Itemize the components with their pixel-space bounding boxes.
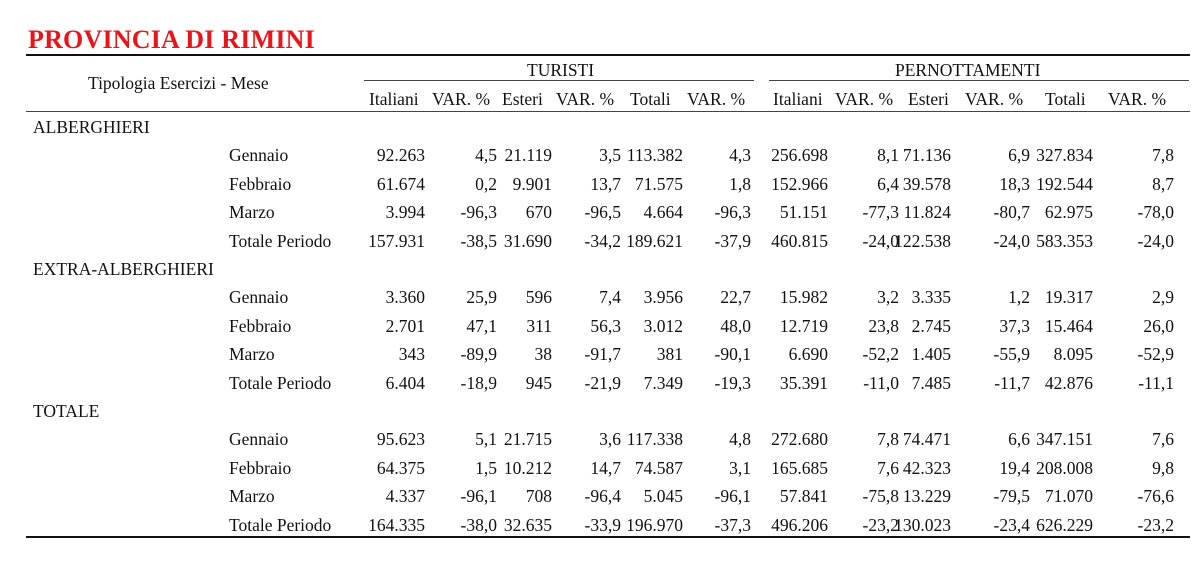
table-cell: 3,6 (599, 429, 621, 449)
column-header: Totali (630, 89, 671, 109)
table-cell: -23,4 (993, 514, 1030, 535)
table-cell: 327.834 (1036, 145, 1093, 165)
pernottamenti-rule (769, 80, 1189, 81)
table-cell: 670 (525, 202, 552, 222)
bottom-rule (26, 536, 1190, 538)
table-cell: 10.212 (503, 457, 552, 478)
table-cell: 6,9 (1008, 145, 1030, 165)
table-cell: 92.263 (376, 145, 425, 165)
table-cell: -96,3 (460, 202, 497, 222)
table-cell: 113.382 (626, 145, 683, 165)
table-cell: 7,6 (1152, 429, 1174, 449)
table-cell: 19,4 (999, 457, 1030, 478)
table-cell: 311 (526, 315, 552, 336)
table-cell: 26,0 (1143, 315, 1174, 336)
table-cell: 19.317 (1044, 287, 1093, 307)
row-label: Marzo (229, 344, 275, 364)
table-cell: -96,3 (714, 202, 751, 222)
table-cell: 4,8 (729, 429, 751, 449)
table-cell: 164.335 (368, 514, 425, 535)
table-cell: 47,1 (466, 315, 497, 336)
table-cell: 15.982 (779, 287, 828, 307)
table-cell: 130.023 (894, 514, 951, 535)
table-cell: 7,8 (1152, 145, 1174, 165)
table-cell: 9.901 (512, 173, 552, 194)
table-cell: -80,7 (993, 202, 1030, 222)
table-cell: 496.206 (771, 514, 828, 535)
row-label: Febbraio (229, 457, 292, 478)
table-cell: 51.151 (779, 202, 828, 222)
row-label: Gennaio (229, 429, 289, 449)
table-cell: 626.229 (1036, 514, 1093, 535)
table-cell: 15.464 (1044, 315, 1093, 336)
table-cell: 5,1 (475, 429, 497, 449)
table-cell: 11.824 (903, 202, 951, 222)
column-header: VAR. % (965, 89, 1024, 109)
table-cell: 21.119 (504, 145, 552, 165)
table-cell: 22,7 (720, 287, 751, 307)
table-cell: -37,9 (714, 230, 751, 251)
table-cell: 6,4 (877, 173, 899, 194)
table-cell: 8.095 (1053, 344, 1093, 364)
table-cell: -55,9 (993, 344, 1030, 364)
column-header: VAR. % (687, 89, 746, 109)
section-label: ALBERGHIERI (33, 117, 150, 137)
table-cell: -24,0 (862, 230, 899, 251)
table-cell: 23,8 (868, 315, 899, 336)
table-cell: -23,2 (1137, 514, 1174, 535)
table-cell: -52,2 (862, 344, 899, 364)
table-cell: -11,0 (863, 372, 899, 393)
row-label: Febbraio (229, 315, 292, 336)
row-label: Totale Periodo (229, 230, 332, 251)
table-cell: 4,3 (729, 145, 751, 165)
table-cell: 7,6 (877, 457, 899, 478)
table-cell: 2.701 (385, 315, 425, 336)
table-cell: 31.690 (503, 230, 552, 251)
table-cell: 208.008 (1036, 457, 1093, 478)
column-header: Esteri (908, 89, 949, 109)
table-cell: -18,9 (460, 372, 497, 393)
column-header: Totali (1045, 89, 1086, 109)
table-cell: 71.575 (634, 173, 683, 194)
turisti-rule (364, 80, 754, 81)
table-cell: 3.012 (643, 315, 683, 336)
table-cell: 3,1 (729, 457, 751, 478)
column-header: VAR. % (835, 89, 894, 109)
table-cell: -52,9 (1137, 344, 1174, 364)
column-header: VAR. % (1108, 89, 1167, 109)
table-cell: 42.323 (902, 457, 951, 478)
table-cell: -34,2 (584, 230, 621, 251)
header-rule (26, 111, 1190, 112)
table-cell: 13,7 (590, 173, 621, 194)
table-cell: 1,8 (729, 173, 751, 194)
row-label: Totale Periodo (229, 514, 332, 535)
section-label: TOTALE (33, 401, 100, 421)
table-cell: -77,3 (862, 202, 899, 222)
table-cell: 9,8 (1152, 457, 1174, 478)
table-cell: -11,1 (1138, 372, 1174, 393)
table-cell: 3.335 (911, 287, 951, 307)
table-cell: 39.578 (902, 173, 951, 194)
table-cell: -37,3 (714, 514, 751, 535)
table-cell: 18,3 (999, 173, 1030, 194)
table-cell: 192.544 (1036, 173, 1093, 194)
table-cell: -21,9 (584, 372, 621, 393)
table-cell: 32.635 (503, 514, 552, 535)
table-cell: 37,3 (999, 315, 1030, 336)
table-cell: -33,9 (584, 514, 621, 535)
table-cell: 6.404 (385, 372, 425, 393)
table-cell: 4,5 (475, 145, 497, 165)
table-cell: -79,5 (993, 486, 1030, 506)
table-cell: 117.338 (626, 429, 683, 449)
table-cell: 7,8 (877, 429, 899, 449)
table-cell: -96,4 (584, 486, 621, 506)
table-cell: 272.680 (771, 429, 828, 449)
table-cell: 62.975 (1044, 202, 1093, 222)
table-cell: 6,6 (1008, 429, 1030, 449)
table-cell: -96,1 (460, 486, 497, 506)
column-header: Esteri (502, 89, 543, 109)
top-rule (26, 54, 1190, 56)
column-header: Italiani (369, 89, 419, 109)
table-cell: 256.698 (771, 145, 828, 165)
table-cell: -38,5 (460, 230, 497, 251)
table-cell: 57.841 (779, 486, 828, 506)
table-cell: 945 (525, 372, 552, 393)
table-cell: 71.136 (902, 145, 951, 165)
table-cell: 157.931 (368, 230, 425, 251)
table-cell: 35.391 (779, 372, 828, 393)
table-cell: 74.471 (902, 429, 951, 449)
group-header-pernottamenti: PERNOTTAMENTI (895, 60, 1041, 80)
table-cell: -91,7 (584, 344, 621, 364)
row-label: Febbraio (229, 173, 292, 194)
row-label: Gennaio (229, 287, 289, 307)
table-cell: 21.715 (503, 429, 552, 449)
table-cell: 0,2 (475, 173, 497, 194)
table-cell: -89,9 (460, 344, 497, 364)
column-header: VAR. % (556, 89, 615, 109)
table-cell: 7.349 (643, 372, 683, 393)
table-cell: 7.485 (911, 372, 951, 393)
table-cell: -96,5 (584, 202, 621, 222)
table-cell: 4.664 (643, 202, 683, 222)
table-cell: 152.966 (771, 173, 828, 194)
table-cell: -24,0 (993, 230, 1030, 251)
table-cell: 343 (398, 344, 425, 364)
group-header-turisti: TURISTI (527, 60, 595, 80)
table-cell: 42.876 (1044, 372, 1093, 393)
table-cell: 1.405 (911, 344, 951, 364)
table-cell: 8,1 (877, 145, 899, 165)
table-cell: -38,0 (460, 514, 497, 535)
table-cell: 3,5 (599, 145, 621, 165)
table-cell: 13.229 (902, 486, 951, 506)
row-label: Marzo (229, 486, 275, 506)
table-cell: 2,9 (1152, 287, 1174, 307)
table-cell: 1,5 (475, 457, 497, 478)
table-cell: 48,0 (720, 315, 751, 336)
table-cell: -96,1 (714, 486, 751, 506)
stub-header: Tipologia Esercizi - Mese (88, 73, 269, 93)
table-cell: 2.745 (911, 315, 951, 336)
table-cell: -90,1 (714, 344, 751, 364)
table-cell: 3,2 (877, 287, 899, 307)
table-cell: 189.621 (626, 230, 683, 251)
row-label: Gennaio (229, 145, 289, 165)
table-cell: 5.045 (643, 486, 683, 506)
table-cell: -78,0 (1137, 202, 1174, 222)
table-cell: 708 (525, 486, 552, 506)
table-cell: 583.353 (1036, 230, 1093, 251)
table-cell: 14,7 (590, 457, 621, 478)
table-cell: 7,4 (599, 287, 621, 307)
table-cell: 56,3 (590, 315, 621, 336)
table-cell: -23,2 (862, 514, 899, 535)
table-cell: 64.375 (376, 457, 425, 478)
table-cell: 95.623 (376, 429, 425, 449)
table-cell: 74.587 (634, 457, 683, 478)
row-label: Totale Periodo (229, 372, 332, 393)
table-cell: 165.685 (771, 457, 828, 478)
table-cell: 3.360 (385, 287, 425, 307)
table-cell: 8,7 (1152, 173, 1174, 194)
table-cell: 71.070 (1044, 486, 1093, 506)
table-cell: 3.994 (385, 202, 425, 222)
table-cell: 38 (534, 344, 552, 364)
column-header: Italiani (773, 89, 823, 109)
table-cell: 6.690 (788, 344, 828, 364)
table-cell: 347.151 (1036, 429, 1093, 449)
table-cell: -24,0 (1137, 230, 1174, 251)
row-label: Marzo (229, 202, 275, 222)
table-cell: -76,6 (1137, 486, 1174, 506)
table-cell: 12.719 (779, 315, 828, 336)
section-label: EXTRA-ALBERGHIERI (33, 259, 214, 279)
page-title: PROVINCIA DI RIMINI (28, 25, 315, 54)
table-cell: 381 (656, 344, 683, 364)
table-cell: 4.337 (385, 486, 425, 506)
table-cell: 196.970 (626, 514, 683, 535)
table-cell: 122.538 (894, 230, 951, 251)
column-header: VAR. % (432, 89, 491, 109)
table-cell: -11,7 (994, 372, 1030, 393)
table-cell: -19,3 (714, 372, 751, 393)
table-cell: -75,8 (862, 486, 899, 506)
table-cell: 1,2 (1008, 287, 1030, 307)
table-cell: 61.674 (376, 173, 425, 194)
table-cell: 460.815 (771, 230, 828, 251)
table-cell: 596 (525, 287, 552, 307)
table-cell: 3.956 (643, 287, 683, 307)
table-cell: 25,9 (466, 287, 497, 307)
